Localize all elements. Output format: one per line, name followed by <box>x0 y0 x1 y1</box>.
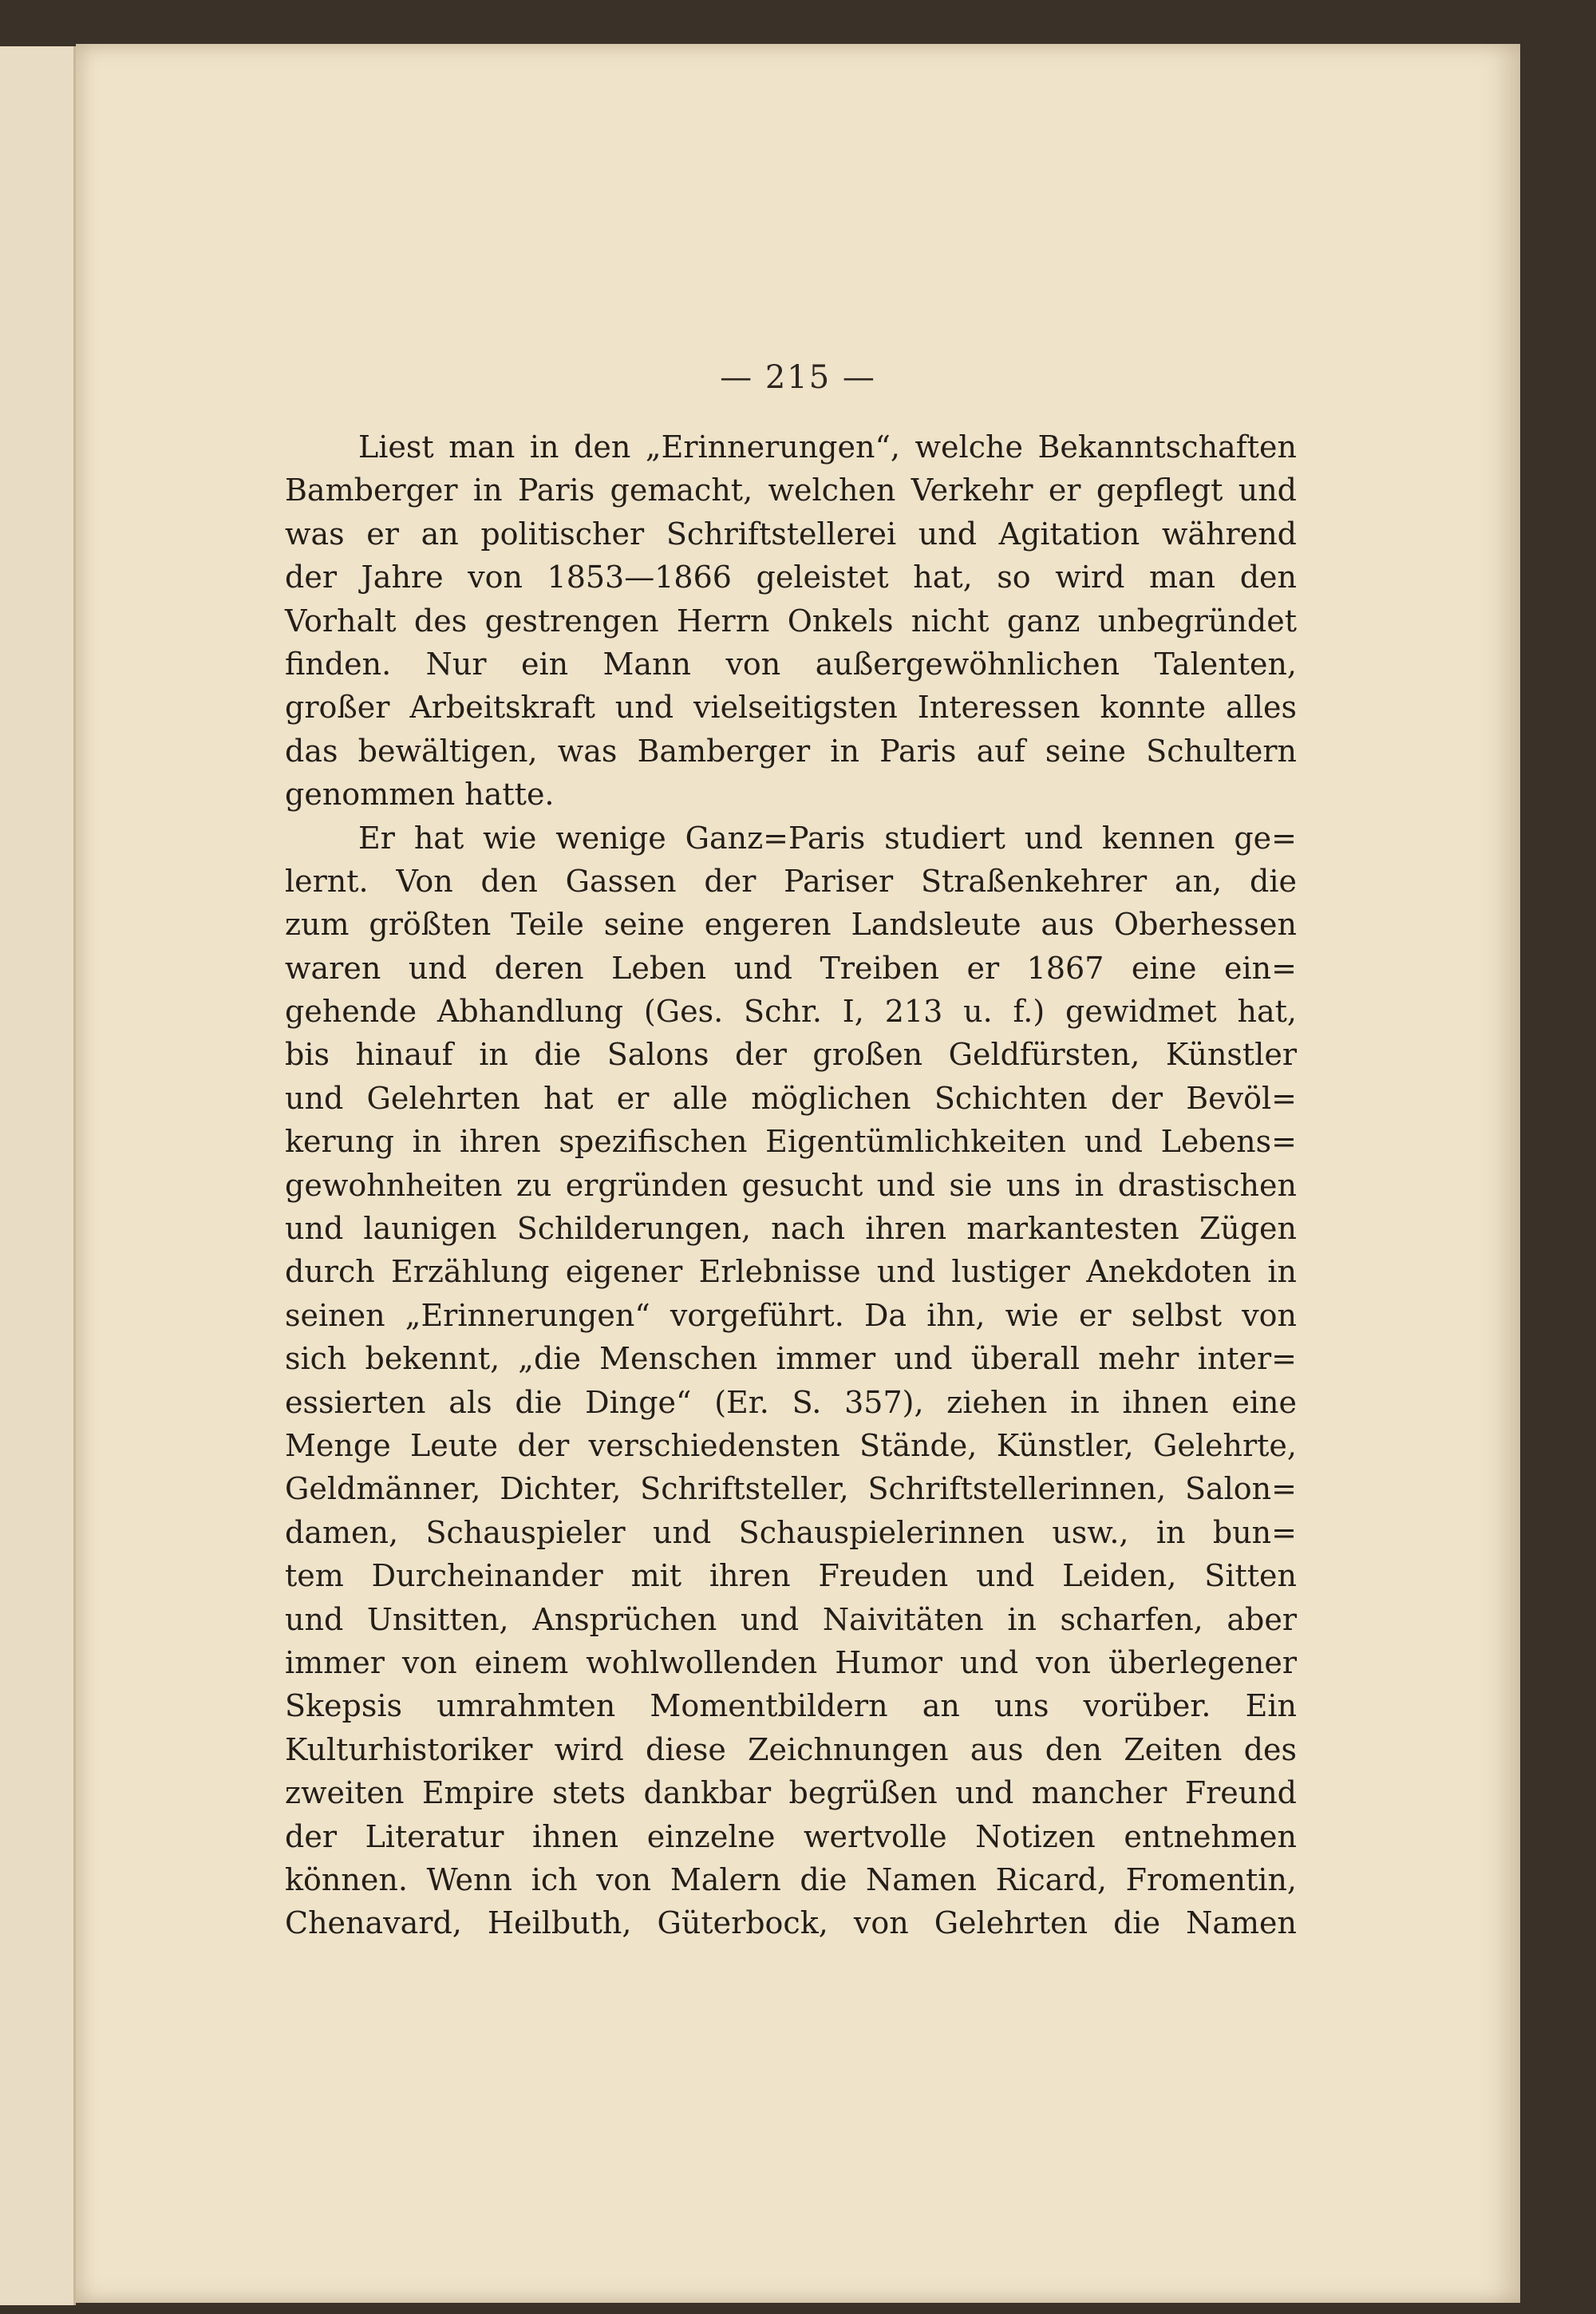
text-line: und Gelehrten hat er alle möglichen Schichten der Bevöl= <box>285 1080 1297 1116</box>
text-line: Bamberger in Paris gemacht, welchen Verkehr er gepflegt und <box>285 473 1297 508</box>
text-line: damen, Schauspieler und Schauspielerinnen usw., in bun= <box>285 1514 1297 1550</box>
text-line: immer von einem wohlwollenden Humor und von überlegener <box>285 1644 1297 1680</box>
text-line: Vorhalt des gestrengen Herrn Onkels nicht ganz unbegründet <box>285 603 1297 639</box>
text-line: kerung in ihren spezifischen Eigentümlichkeiten und Lebens= <box>285 1124 1297 1160</box>
text-line: Liest man in den „Erinnerungen“, welche Bekanntschaften <box>358 429 1297 465</box>
text-line: gewohnheiten zu ergründen gesucht und sie uns in drastischen <box>285 1167 1297 1203</box>
text-line: genommen hatte. <box>285 777 555 813</box>
text-line: durch Erzählung eigener Erlebnisse und lustiger Anekdoten in <box>285 1254 1297 1290</box>
body-text <box>285 425 1297 1945</box>
text-line: bis hinauf in die Salons der großen Geldfürsten, Künstler <box>285 1037 1297 1073</box>
text-line: großer Arbeitskraft und vielseitigsten Interessen konnte alles <box>285 690 1297 726</box>
text-line: lernt. Von den Gassen der Pariser Straßenkehrer an, die <box>285 863 1297 899</box>
text-line: zum größten Teile seine engeren Landsleute aus Oberhessen <box>285 907 1297 943</box>
text-line: das bewältigen, was Bamberger in Paris auf seine Schultern <box>285 733 1297 769</box>
text-line: zweiten Empire stets dankbar begrüßen und mancher Freund <box>285 1775 1297 1811</box>
text-line: der Literatur ihnen einzelne wertvolle Notizen entnehmen <box>285 1818 1297 1854</box>
text-line: sich bekennt, „die Menschen immer und überall mehr inter= <box>285 1341 1297 1377</box>
text-line: Geldmänner, Dichter, Schriftsteller, Schriftstellerinnen, Salon= <box>285 1471 1297 1507</box>
text-line: und Unsitten, Ansprüchen und Naivitäten in scharfen, aber <box>285 1601 1297 1637</box>
text-line: finden. Nur ein Mann von außergewöhnlichen Talenten, <box>285 646 1297 682</box>
text-line: Chenavard, Heilbuth, Güterbock, von Gelehrten die Namen <box>285 1905 1297 1941</box>
text-line: gehende Abhandlung (Ges. Schr. I, 213 u. f.) gewidmet hat, <box>285 994 1297 1030</box>
text-line: Er hat wie wenige Ganz=Paris studiert und kennen ge= <box>358 820 1297 856</box>
text-line: Skepsis umrahmten Momentbildern an uns vorüber. Ein <box>285 1688 1297 1724</box>
text-line: waren und deren Leben und Treiben er 1867 eine ein= <box>285 950 1297 986</box>
text-line: was er an politischer Schriftstellerei und Agitation während <box>285 516 1297 552</box>
text-line: der Jahre von 1853—1866 geleistet hat, so wird man den <box>285 560 1297 595</box>
text-line: tem Durcheinander mit ihren Freuden und Leiden, Sitten <box>285 1558 1297 1594</box>
text-line: können. Wenn ich von Malern die Namen Ricard, Fromentin, <box>285 1861 1297 1897</box>
book-page <box>76 44 1520 2303</box>
text-line: Menge Leute der verschiedensten Stände, Künstler, Gelehrte, <box>285 1427 1297 1463</box>
text-line: Kulturhistoriker wird diese Zeichnungen aus den Zeiten des <box>285 1731 1297 1767</box>
text-line: essierten als die Dinge“ (Er. S. 357), ziehen in ihnen eine <box>285 1384 1297 1420</box>
left-page-edge <box>0 46 76 2305</box>
text-line: seinen „Erinnerungen“ vorgeführt. Da ihn, wie er selbst von <box>285 1297 1297 1333</box>
text-line: und launigen Schilderungen, nach ihren markantesten Zügen <box>285 1211 1297 1247</box>
page-number: — 215 — <box>720 359 876 396</box>
